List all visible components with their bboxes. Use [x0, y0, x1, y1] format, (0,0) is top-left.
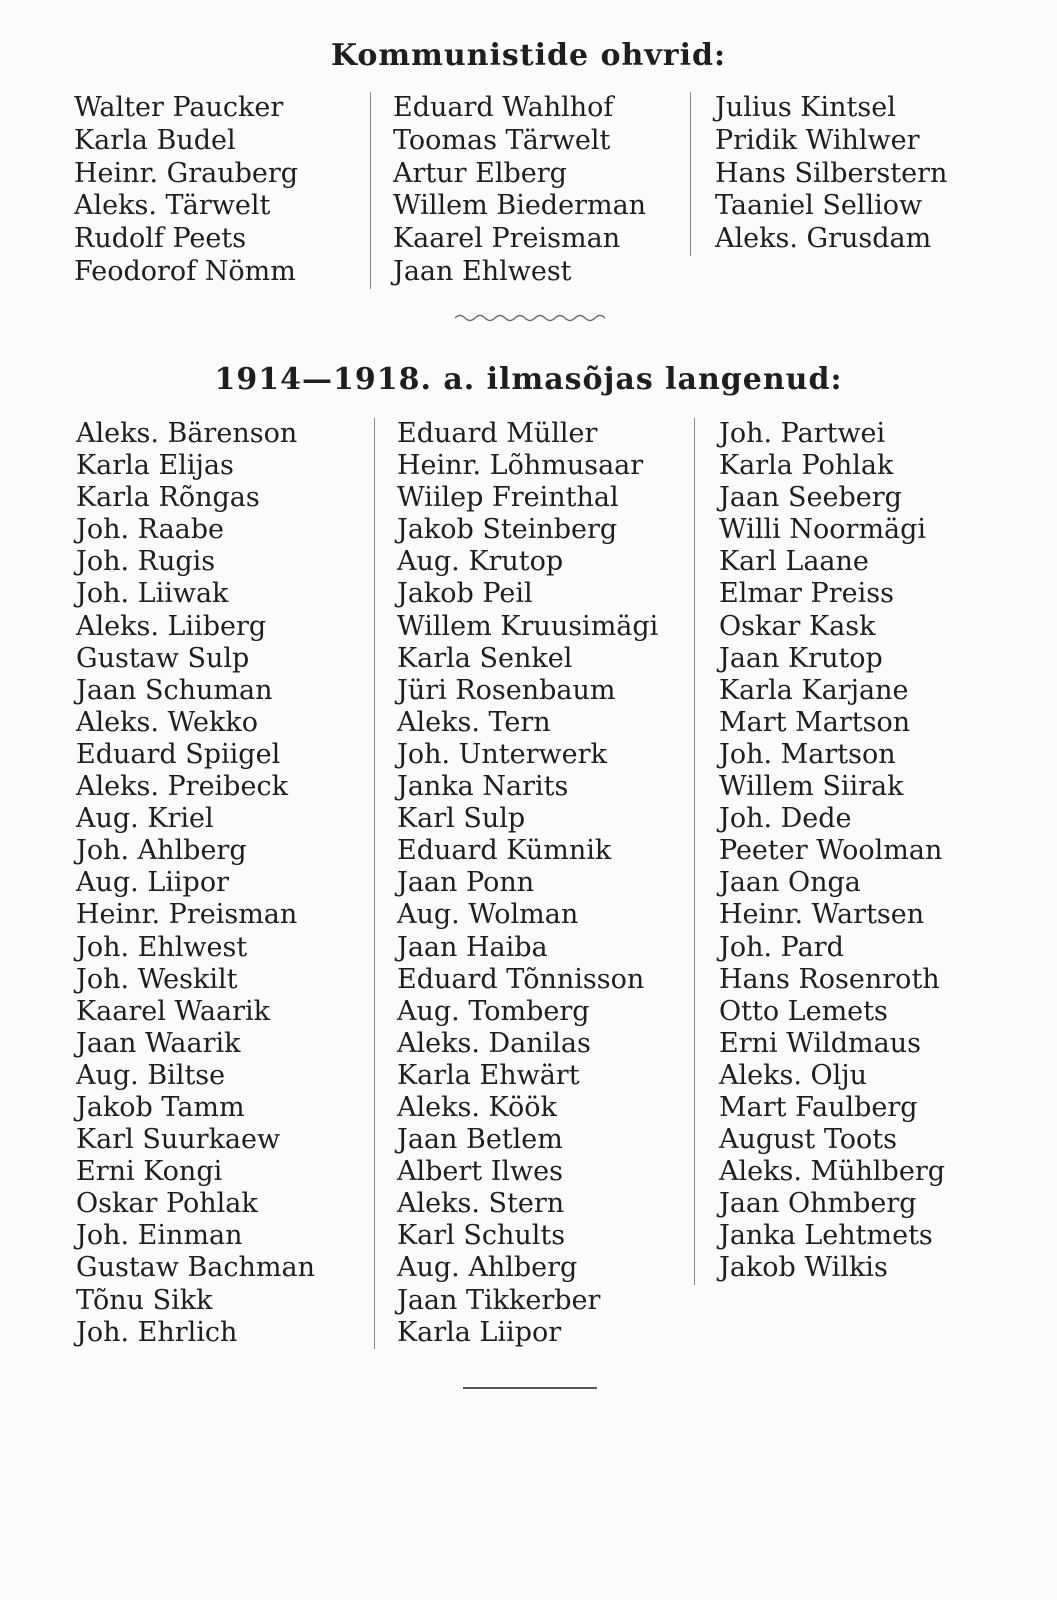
name-entry: Aug. Biltse	[76, 1059, 226, 1091]
name-entry: Eduard Spiigel	[76, 738, 281, 770]
name-entry: Aleks. Köök	[397, 1091, 557, 1123]
name-entry: Eduard Wahlhof	[393, 92, 614, 123]
name-entry: Oskar Kask	[719, 610, 876, 642]
name-entry: Eduard Kümnik	[397, 835, 612, 867]
name-entry: Gustaw Bachman	[76, 1252, 315, 1284]
name-entry: Aug. Liipor	[76, 867, 229, 899]
name-entry: Aug. Tomberg	[397, 995, 590, 1027]
name-entry: August Toots	[719, 1124, 897, 1156]
name-entry: Hans Silberstern	[715, 157, 948, 189]
name-entry: Aleks. Stern	[397, 1188, 565, 1220]
name-entry: Joh. Rugis	[76, 546, 216, 578]
name-entry: Aug. Wolman	[397, 899, 579, 931]
name-entry: Julius Kintsel	[715, 92, 896, 123]
name-entry: Jaan Ehlwest	[393, 255, 572, 287]
name-entry: Janka Narits	[397, 771, 569, 803]
name-entry: Karl Laane	[719, 546, 869, 578]
name-entry: Karla Budel	[74, 124, 236, 156]
name-entry: Aleks. Liiberg	[76, 610, 267, 642]
name-entry: Aug. Krutop	[397, 546, 564, 578]
section2-column-3	[694, 418, 945, 1285]
name-entry: Walter Paucker	[74, 92, 284, 123]
name-entry: Aug. Kriel	[76, 803, 214, 835]
name-entry: Willem Kruusimägi	[397, 610, 659, 642]
name-entry: Heinr. Preisman	[76, 899, 298, 931]
name-entry: Jaan Haiba	[397, 931, 548, 963]
name-entry: Karla Pohlak	[719, 450, 894, 482]
name-entry: Erni Wildmaus	[719, 1027, 921, 1059]
name-entry: Heinr. Wartsen	[719, 899, 925, 931]
name-entry: Albert Ilwes	[397, 1156, 563, 1188]
section2-column-1	[76, 418, 315, 1349]
name-entry: Joh. Partwei	[719, 418, 886, 449]
section1-column-2	[370, 92, 646, 289]
name-entry: Rudolf Peets	[74, 223, 247, 255]
name-entry: Jakob Steinberg	[397, 514, 618, 546]
name-entry: Willem Siirak	[719, 771, 904, 803]
name-entry: Eduard Müller	[397, 418, 598, 449]
name-entry: Eduard Tõnnisson	[397, 963, 645, 995]
name-entry: Joh. Raabe	[76, 514, 225, 546]
name-entry: Heinr. Lõhmusaar	[397, 450, 644, 482]
name-entry: Aleks. Wekko	[76, 706, 258, 738]
name-entry: Joh. Weskilt	[76, 963, 238, 995]
name-entry: Karla Elijas	[76, 450, 234, 482]
name-entry: Jakob Peil	[397, 578, 533, 610]
name-entry: Jaan Krutop	[719, 642, 883, 674]
name-entry: Karla Karjane	[719, 674, 909, 706]
name-entry: Hans Rosenroth	[719, 963, 940, 995]
name-entry: Aleks. Mühlberg	[719, 1156, 946, 1188]
section1-title: Kommunistide ohvrid:	[330, 38, 727, 73]
name-entry: Heinr. Grauberg	[74, 157, 299, 189]
end-rule	[463, 1387, 597, 1389]
name-entry: Jakob Tamm	[76, 1091, 245, 1123]
name-entry: Aleks. Tern	[397, 706, 551, 738]
name-entry: Joh. Dede	[719, 803, 852, 835]
name-entry: Mart Martson	[719, 706, 911, 738]
name-entry: Karl Suurkaew	[76, 1124, 281, 1156]
name-entry: Karla Ehwärt	[397, 1059, 580, 1091]
name-entry: Aleks. Tärwelt	[74, 190, 271, 222]
name-entry: Jaan Tikkerber	[397, 1284, 601, 1316]
name-entry: Taaniel Selliow	[715, 190, 923, 222]
name-entry: Pridik Wihlwer	[715, 124, 920, 156]
section1-column-1	[74, 92, 298, 289]
name-entry: Feodorof Nömm	[74, 255, 296, 287]
name-entry: Joh. Ehlwest	[76, 931, 248, 963]
name-entry: Aleks. Bärenson	[76, 418, 298, 449]
name-entry: Joh. Ahlberg	[76, 835, 247, 867]
name-entry: Elmar Preiss	[719, 578, 894, 610]
name-entry: Jaan Seeberg	[719, 482, 902, 514]
name-entry: Jaan Waarik	[76, 1027, 241, 1059]
name-entry: Artur Elberg	[393, 157, 567, 189]
name-entry: Aleks. Danilas	[397, 1027, 591, 1059]
name-entry: Otto Lemets	[719, 995, 888, 1027]
name-entry: Jakob Wilkis	[719, 1252, 888, 1284]
name-entry: Tõnu Sikk	[76, 1284, 213, 1316]
name-entry: Janka Lehtmets	[719, 1220, 933, 1252]
name-entry: Erni Kongi	[76, 1156, 223, 1188]
name-entry: Karla Senkel	[397, 642, 573, 674]
name-entry: Willi Noormägi	[719, 514, 927, 546]
name-entry: Joh. Ehrlich	[76, 1316, 238, 1348]
name-entry: Jaan Ponn	[397, 867, 535, 899]
name-entry: Jaan Ohmberg	[719, 1188, 917, 1220]
section2-title: 1914—1918. a. ilmasõjas langenud:	[214, 362, 843, 397]
name-entry: Aleks. Olju	[719, 1059, 868, 1091]
name-entry: Jaan Schuman	[76, 674, 273, 706]
name-entry: Kaarel Preisman	[393, 223, 621, 255]
name-entry: Karla Liipor	[397, 1316, 562, 1348]
name-entry: Joh. Pard	[719, 931, 844, 963]
section1-column-3	[690, 92, 947, 256]
name-entry: Joh. Unterwerk	[397, 738, 607, 770]
name-entry: Jaan Onga	[719, 867, 861, 899]
name-entry: Mart Faulberg	[719, 1091, 918, 1123]
name-entry: Joh. Martson	[719, 738, 896, 770]
name-entry: Aleks. Grusdam	[715, 223, 932, 255]
name-entry: Wiilep Freinthal	[397, 482, 619, 514]
name-entry: Karl Schults	[397, 1220, 566, 1252]
ornamental-divider	[455, 312, 605, 324]
name-entry: Jüri Rosenbaum	[397, 674, 616, 706]
name-entry: Karl Sulp	[397, 803, 526, 835]
name-entry: Jaan Betlem	[397, 1124, 563, 1156]
name-entry: Aug. Ahlberg	[397, 1252, 578, 1284]
name-entry: Joh. Liiwak	[76, 578, 229, 610]
name-entry: Peeter Woolman	[719, 835, 943, 867]
section2-column-2	[374, 418, 658, 1349]
name-entry: Kaarel Waarik	[76, 995, 270, 1027]
name-entry: Toomas Tärwelt	[393, 124, 611, 156]
name-entry: Willem Biederman	[393, 190, 647, 222]
name-entry: Aleks. Preibeck	[76, 771, 288, 803]
name-entry: Gustaw Sulp	[76, 642, 250, 674]
name-entry: Oskar Pohlak	[76, 1188, 258, 1220]
name-entry: Joh. Einman	[76, 1220, 243, 1252]
name-entry: Karla Rõngas	[76, 482, 260, 514]
